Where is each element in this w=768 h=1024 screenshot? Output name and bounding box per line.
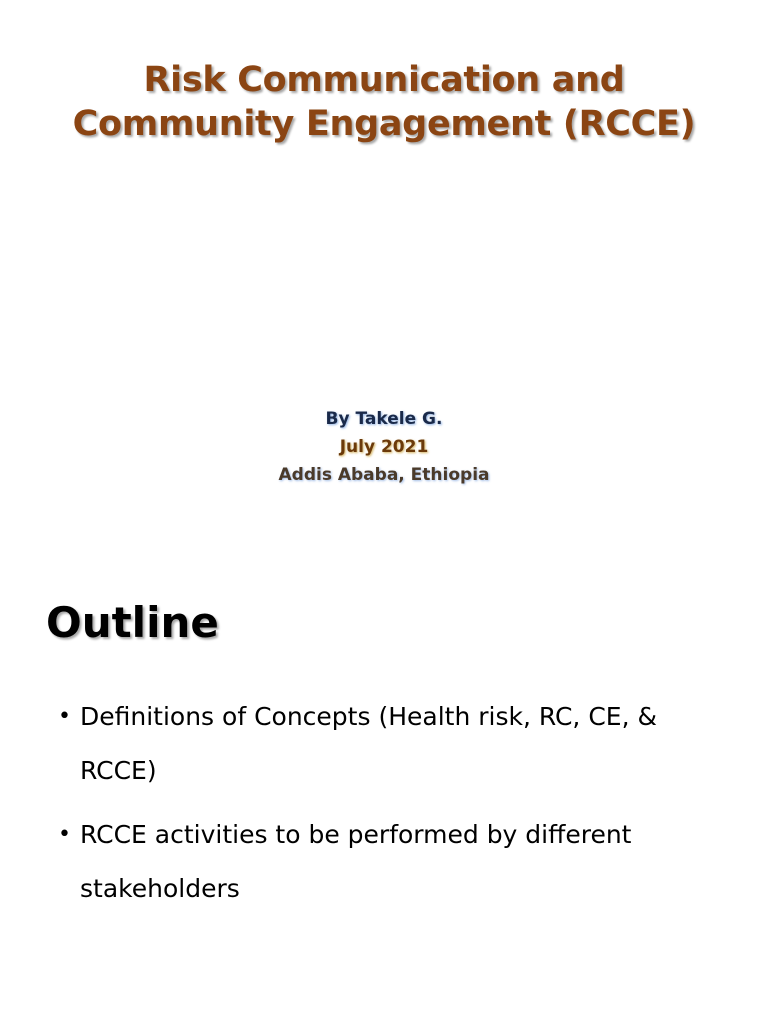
- outline-item-text: RCCE activities to be performed by different stakeholders: [80, 820, 632, 903]
- outline-item-activities: [58, 808, 718, 916]
- outline-list: [58, 690, 718, 926]
- outline-item-definitions: [58, 690, 718, 798]
- outline-heading: Outline: [46, 598, 219, 647]
- outline-slide: [0, 560, 768, 1024]
- outline-item-text: Definitions of Concepts (Health risk, RC, CE, & RCCE): [80, 702, 657, 785]
- title-line-2: Community Engagement (RCCE): [72, 104, 696, 144]
- location: Addis Ababa, Ethiopia: [278, 465, 490, 485]
- author: By Takele G.: [325, 409, 443, 429]
- byline: [0, 405, 768, 489]
- bullet-icon: •: [58, 704, 71, 729]
- date: July 2021: [339, 437, 429, 457]
- presentation-title: [0, 58, 768, 146]
- title-line-1: Risk Communication and: [143, 60, 625, 100]
- bullet-icon: •: [58, 822, 71, 847]
